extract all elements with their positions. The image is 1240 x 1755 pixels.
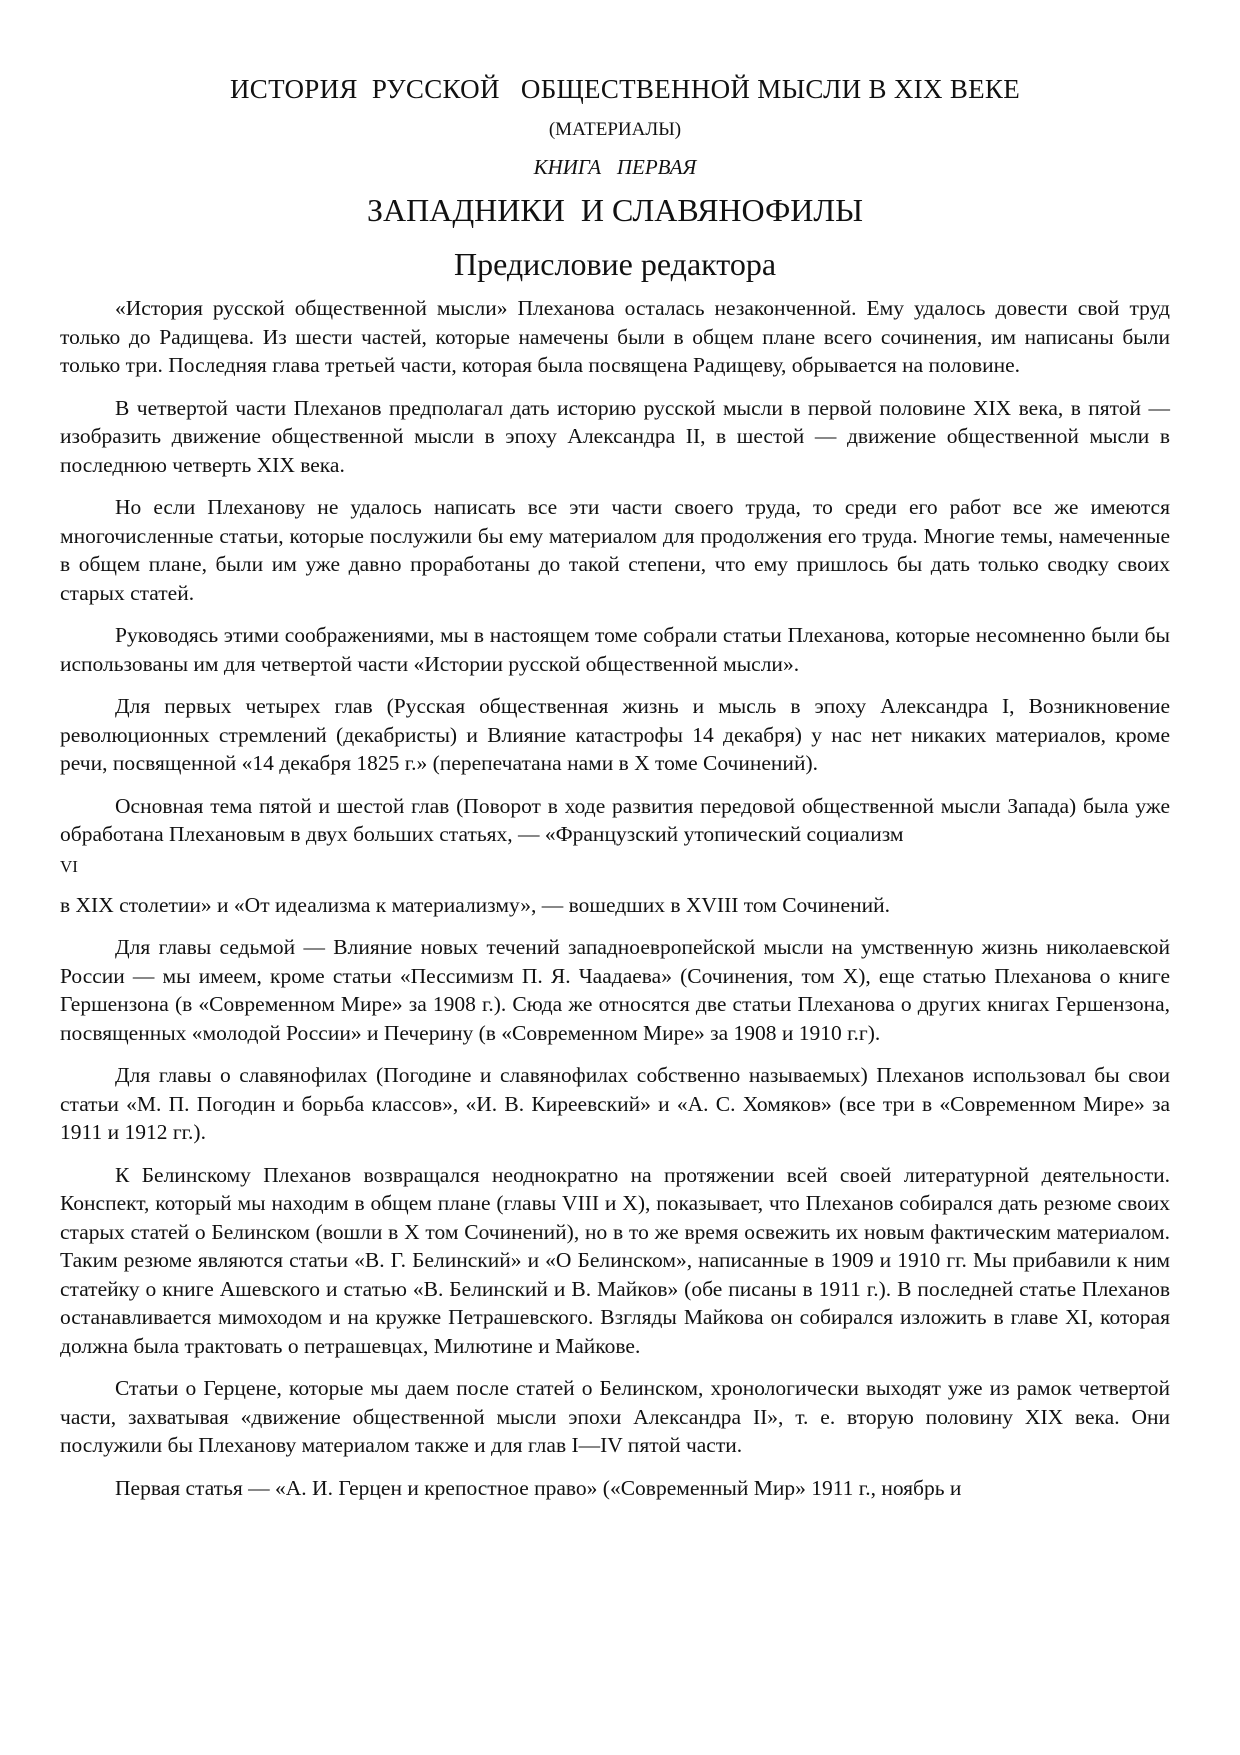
paragraph: Для главы седьмой — Влияние новых течений западноевропейской мысли на умственную жизнь николаевской России — мы имеем, кроме статьи «Пессимизм П. Я. Чаадаева» (Сочинения, том X), еще статью Плеханова о книге Гершензона (в «Современном Мире» за 1908 г.). Сюда же относятся две статьи Плеханова о других книгах Гершензона, посвященных «молодой России» и Печерину (в «Современном Мире» за 1908 и 1910 г.г). <box>60 935 1170 1045</box>
paragraph: В четвертой части Плеханов предполагал дать историю русской мысли в первой половине XIX века, в пятой — изобразить движение общественной мысли в эпоху Александра II, в шестой — движение общественной мысли в последнюю четверть XIX века. <box>60 395 1170 477</box>
document-page <box>60 72 1170 1516</box>
section-title: ЗАПАДНИКИ И СЛАВЯНОФИЛЫ <box>366 192 864 228</box>
paragraph: Руководясь этими соображениями, мы в настоящем томе собрали статьи Плеханова, которые несомненно были бы использованы им для четвертой части «Истории русской общественной мысли». <box>60 623 1170 676</box>
page-number-marker: VI <box>60 856 78 876</box>
paragraph: Статьи о Герцене, которые мы даем после статей о Белинском, хронологически выходят уже из рамок четвертой части, захватывая «движение общественной мысли эпохи Александра II», т. е. вторую половину XIX века. Они послужили бы Плеханову материалом также и для глав I—IV пятой части. <box>60 1376 1170 1457</box>
book-label: КНИГА ПЕРВАЯ <box>533 155 697 179</box>
preface-heading: Предисловие редактора <box>453 246 777 282</box>
paragraph: «История русской общественной мысли» Плеханова осталась незаконченной. Ему удалось довести свой труд только до Радищева. Из шести частей, которые намечены были в общем плане всего сочинения, им написаны были только три. Последняя глава третьей части, которая была посвящена Радищеву, обрывается на половине. <box>60 296 1170 377</box>
main-title: ИСТОРИЯ РУССКОЙ ОБЩЕСТВЕННОЙ МЫСЛИ В XIX ВЕКЕ <box>229 74 1021 104</box>
subtitle: (МАТЕРИАЛЫ) <box>548 119 682 140</box>
paragraph: Первая статья — «А. И. Герцен и крепостное право» («Современный Мир» 1911 г., ноябрь и <box>115 1475 962 1500</box>
paragraph: К Белинскому Плеханов возвращался неоднократно на протяжении всей своей литературной деятельности. Конспект, который мы находим в общем плане (главы VIII и X), показывает, что Плеханов собирался дать резюме своих старых статей о Белинском (вошли в X том Сочинений), но в то же время освежить их новым фактическим материалом. Таким резюме являются статьи «В. Г. Белинский» и «О Белинском», написанные в 1909 и 1910 гг. Мы прибавили к ним статейку о книге Ашевского и статью «В. Белинский и В. Майков» (обе писаны в 1911 г.). В последней статье Плеханов останавливается мимоходом и на кружке Петрашевского. Взгляды Майкова он собирался изложить в главе XI, которая должна была трактовать о петрашевцах, Милютине и Майкове. <box>60 1162 1170 1358</box>
paragraph: Для первых четырех глав (Русская общественная жизнь и мысль в эпоху Александра I, Возникновение революционных стремлений (декабристы) и Влияние катастрофы 14 декабря) у нас нет никаких материалов, кроме речи, посвященной «14 декабря 1825 г.» (перепечатана нами в X томе Сочинений). <box>60 694 1170 775</box>
paragraph-continued: в XIX столетии» и «От идеализма к материализму», — вошедших в XVIII том Сочинений. <box>60 892 890 917</box>
paragraph: Но если Плеханову не удалось написать все эти части своего труда, то среди его работ все же имеются многочисленные статьи, которые послужили бы ему материалом для продолжения его труда. Многие темы, намеченные в общем плане, были им уже давно проработаны до такой степени, что ему пришлось бы дать только сводку своих старых статей. <box>60 495 1170 605</box>
paragraph: Основная тема пятой и шестой глав (Поворот в ходе развития передовой общественной мысли Запада) была уже обработана Плехановым в двух больших статьях, — «Французский утопический социализм <box>60 793 1170 846</box>
paragraph: Для главы о славянофилах (Погодине и славянофилах собственно называемых) Плеханов использовал бы свои статьи «М. П. Погодин и борьба классов», «И. В. Киреевский» и «А. С. Хомяков» (все три в «Современном Мире» за 1911 и 1912 гг.). <box>60 1063 1170 1144</box>
